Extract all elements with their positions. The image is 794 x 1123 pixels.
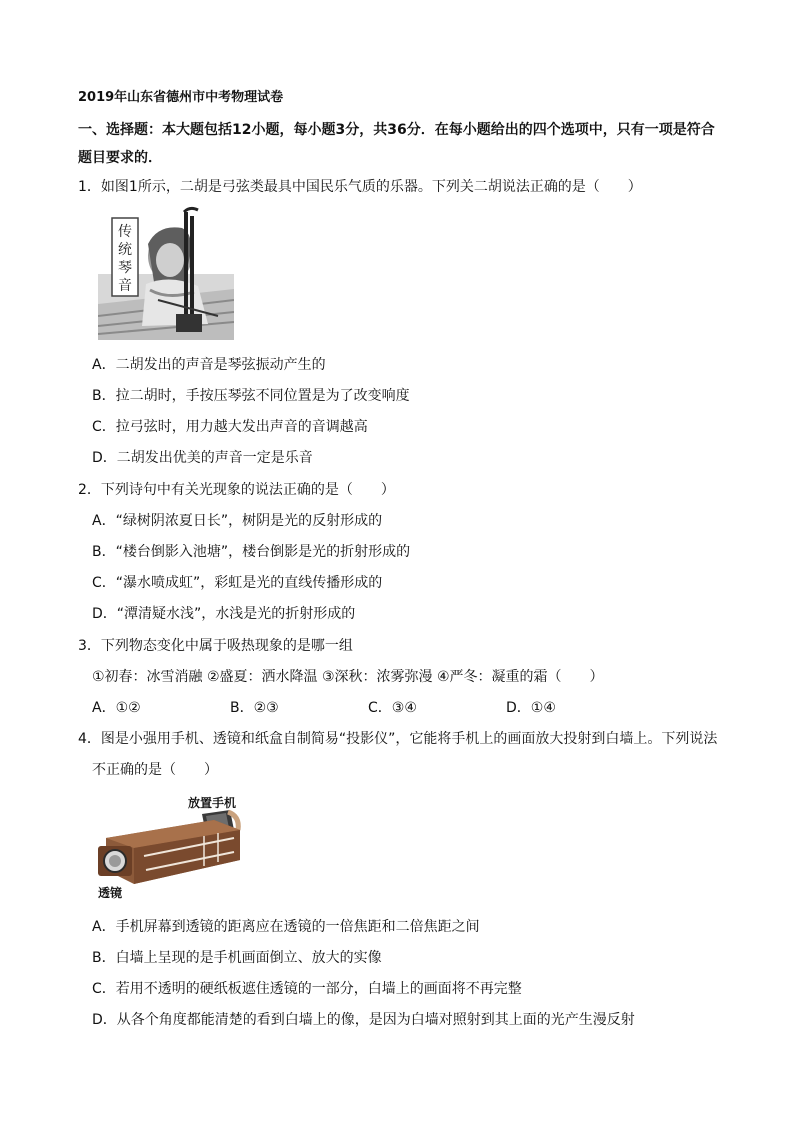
question-1-option-a: A．二胡发出的声音是琴弦振动产生的: [92, 357, 326, 373]
section-heading: 一、选择题：本大题包括12小题，每小题3分，共36分．在每小题给出的四个选项中，只有一项是符合题目要求的．: [78, 122, 715, 166]
question-3-option-d: D．①④: [506, 700, 556, 716]
question-1-option-b: B．拉二胡时，手按压琴弦不同位置是为了改变响度: [92, 388, 410, 404]
question-4-option-a: A．手机屏幕到透镜的距离应在透镜的一倍焦距和二倍焦距之间: [92, 919, 480, 935]
question-3-option-c: C．③④: [368, 700, 417, 716]
question-1-option-d: D．二胡发出优美的声音一定是乐音: [92, 450, 313, 466]
question-4-option-d: D．从各个角度都能清楚的看到白墙上的像，是因为白墙对照射到其上面的光产生漫反射: [92, 1012, 635, 1028]
erhu-image: [98, 204, 234, 340]
question-2-option-b: B．“楼台倒影入池塘”，楼台倒影是光的折射形成的: [92, 544, 411, 560]
erhu-label-char-2: 统: [118, 242, 132, 258]
question-2-option-d: D．“潭清疑水浅”，水浅是光的折射形成的: [92, 606, 356, 622]
question-2-stem: 2．下列诗句中有关光现象的说法正确的是（ ）: [78, 482, 395, 498]
question-3-option-b: B．②③: [230, 700, 279, 716]
question-4-stem-line-2: 不正确的是（ ）: [92, 762, 218, 778]
question-1-option-c: C．拉弓弦时，用力越大发出声音的音调越高: [92, 419, 368, 435]
question-4-stem-line-1: 4．图是小强用手机、透镜和纸盒自制简易“投影仪”，它能将手机上的画面放大投射到白墙上。下列说法: [78, 731, 718, 747]
erhu-label-char-1: 传: [118, 224, 132, 240]
question-2-option-c: C．“瀑水喷成虹”，彩虹是光的直线传播形成的: [92, 575, 383, 591]
question-2-option-a: A．“绿树阴浓夏日长”，树阴是光的反射形成的: [92, 513, 383, 529]
question-4-option-b: B．白墙上呈现的是手机画面倒立、放大的实像: [92, 950, 382, 966]
question-4-option-c: C．若用不透明的硬纸板遮住透镜的一部分，白墙上的画面将不再完整: [92, 981, 522, 997]
question-1-stem: 1．如图1所示，二胡是弓弦类最具中国民乐气质的乐器。下列关二胡说法正确的是（ ）: [78, 179, 642, 195]
phone-label: 放置手机: [188, 796, 237, 810]
exam-title: 2019年山东省德州市中考物理试卷: [78, 90, 284, 105]
question-3-stem: 3．下列物态变化中属于吸热现象的是哪一组: [78, 638, 353, 654]
question-3-option-a: A．①②: [92, 700, 141, 716]
erhu-figure: [98, 204, 234, 340]
lens-label: 透镜: [98, 886, 123, 900]
erhu-label-char-4: 音: [118, 278, 132, 294]
question-3-sub-stem: ①初春：冰雪消融 ②盛夏：洒水降温 ③深秋：浓雾弥漫 ④严冬：凝重的霜（ ）: [92, 669, 604, 685]
erhu-label-char-3: 琴: [118, 260, 132, 276]
